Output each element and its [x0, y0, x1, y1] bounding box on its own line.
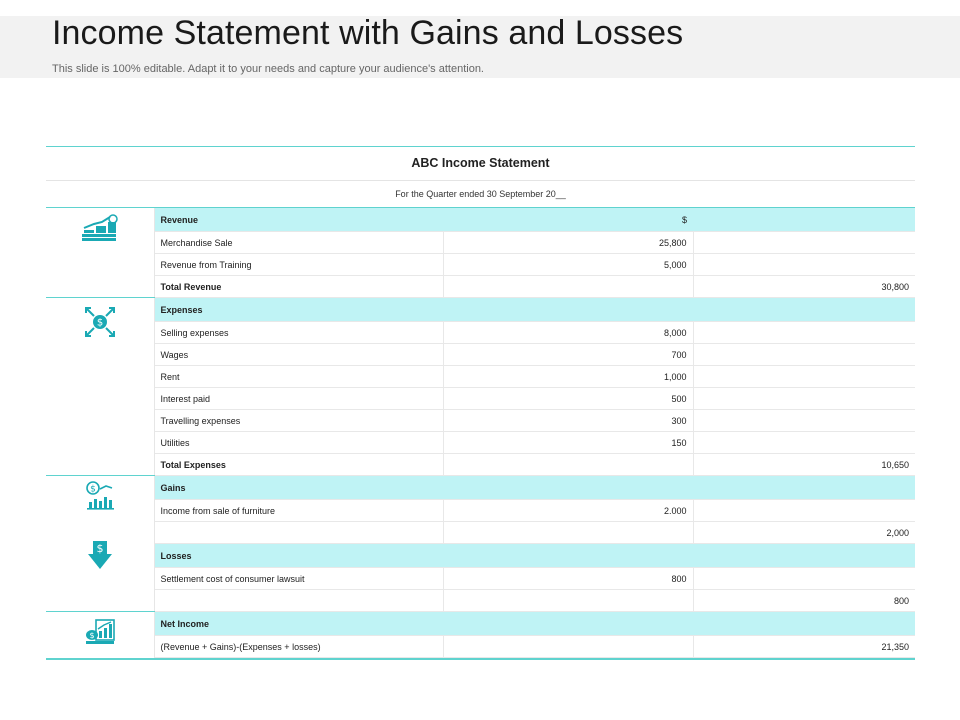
total-revenue-label: Total Revenue: [154, 276, 443, 298]
revenue-row-amount: 25,800: [443, 232, 693, 254]
table-row: [46, 388, 915, 410]
money-growth-icon: [80, 214, 120, 244]
table-row: [46, 276, 915, 298]
expense-row-amount: 8,000: [443, 322, 693, 344]
coins-chart-icon: [84, 618, 116, 646]
expenses-icon-cell: [46, 298, 154, 476]
revenue-row-amount: 5,000: [443, 254, 693, 276]
expense-row-amount: 700: [443, 344, 693, 366]
net-income-header: Net Income: [154, 612, 443, 636]
page-subtitle: This slide is 100% editable. Adapt it to your needs and capture your audience's attention.: [52, 63, 484, 75]
revenue-row-label: Revenue from Training: [154, 254, 443, 276]
gains-losses-icon-cell: [46, 476, 154, 612]
expense-row-amount: 500: [443, 388, 693, 410]
dollar-chart-icon: [84, 480, 116, 512]
revenue-header-row: [46, 208, 915, 232]
expenses-header-row: [46, 298, 915, 322]
losses-row-label: Settlement cost of consumer lawsuit: [154, 568, 443, 590]
expense-row-amount: 300: [443, 410, 693, 432]
table-row: [46, 454, 915, 476]
table-row: [46, 568, 915, 590]
table-row: [46, 366, 915, 388]
net-income-value: 21,350: [693, 636, 915, 658]
table-row: [46, 590, 915, 612]
dollar-spread-icon: [82, 304, 118, 340]
currency-symbol: $: [443, 208, 693, 232]
table-row: [46, 432, 915, 454]
statement-title: ABC Income Statement: [46, 147, 915, 181]
dollar-down-arrow-icon: [87, 540, 113, 570]
table-row: [46, 322, 915, 344]
gains-header: Gains: [154, 476, 443, 500]
total-expenses-value: 10,650: [693, 454, 915, 476]
expenses-header: Expenses: [154, 298, 443, 322]
revenue-header: Revenue: [154, 208, 443, 232]
expense-row-label: Selling expenses: [154, 322, 443, 344]
table-row: [46, 500, 915, 522]
expense-row-label: Travelling expenses: [154, 410, 443, 432]
statement-table: [46, 208, 915, 658]
revenue-row-label: Merchandise Sale: [154, 232, 443, 254]
gains-row-label: Income from sale of furniture: [154, 500, 443, 522]
net-income-icon-cell: [46, 612, 154, 658]
revenue-icon-cell: [46, 208, 154, 298]
expense-row-label: Rent: [154, 366, 443, 388]
losses-row-amount: 800: [443, 568, 693, 590]
table-row: [46, 522, 915, 544]
table-row: [46, 636, 915, 658]
expense-row-label: Utilities: [154, 432, 443, 454]
page-title: Income Statement with Gains and Losses: [52, 14, 684, 52]
svg-text:$: $: [96, 317, 103, 329]
svg-text:$: $: [96, 542, 104, 555]
total-expenses-label: Total Expenses: [154, 454, 443, 476]
gains-header-row: [46, 476, 915, 500]
table-row: [46, 254, 915, 276]
net-income-header-row: [46, 612, 915, 636]
total-losses-value: 800: [693, 590, 915, 612]
expense-row-label: Interest paid: [154, 388, 443, 410]
svg-text:$: $: [89, 631, 95, 640]
total-revenue-value: 30,800: [693, 276, 915, 298]
expense-row-label: Wages: [154, 344, 443, 366]
income-statement: [46, 146, 915, 660]
total-gains-value: 2,000: [693, 522, 915, 544]
expense-row-amount: 1,000: [443, 366, 693, 388]
statement-subtitle: For the Quarter ended 30 September 20__: [46, 181, 915, 208]
gains-row-amount: 2.000: [443, 500, 693, 522]
table-row: [46, 410, 915, 432]
losses-header: Losses: [154, 544, 443, 568]
losses-header-row: [46, 544, 915, 568]
net-income-formula: (Revenue + Gains)-(Expenses + losses): [154, 636, 443, 658]
svg-text:$: $: [89, 484, 96, 495]
expense-row-amount: 150: [443, 432, 693, 454]
table-row: [46, 232, 915, 254]
table-row: [46, 344, 915, 366]
